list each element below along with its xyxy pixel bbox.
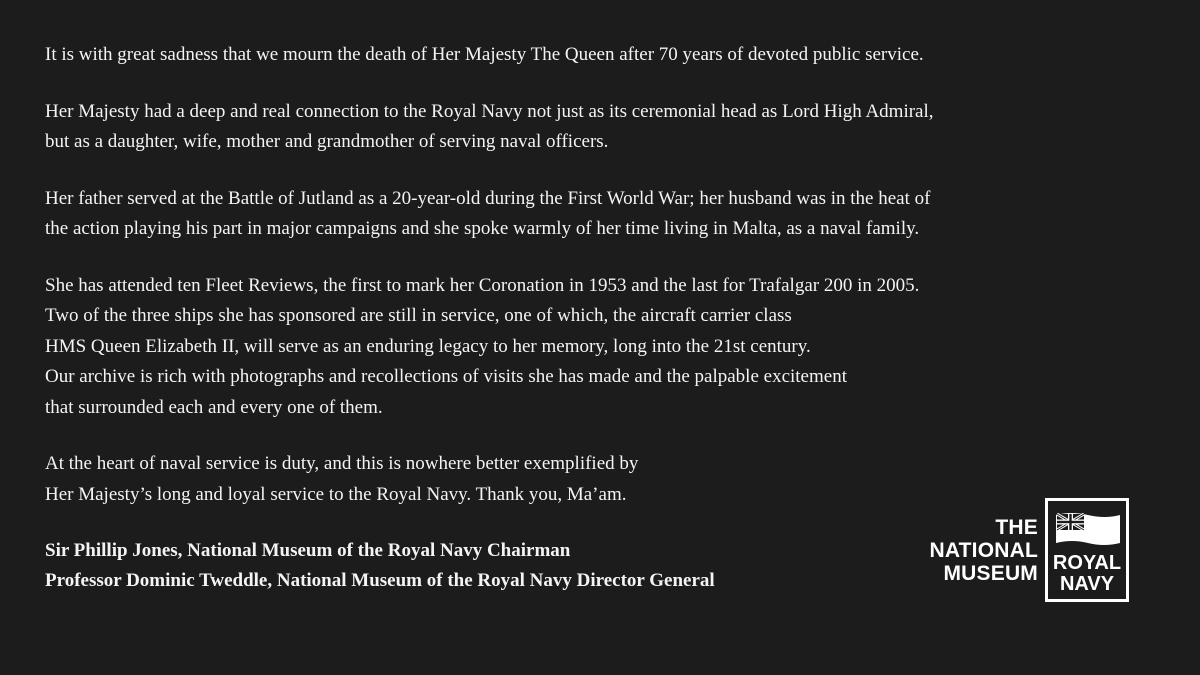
signature-chairman: Sir Phillip Jones, National Museum of the Royal Navy Chairman bbox=[45, 540, 571, 561]
text-line: Our archive is rich with photographs and recollections of visits she has made and the palpable excitement bbox=[45, 366, 847, 387]
paragraph-2 bbox=[45, 97, 1045, 158]
text-line: that surrounded each and every one of them. bbox=[45, 396, 383, 418]
logo-box bbox=[1045, 498, 1129, 602]
text-line: HMS Queen Elizabeth II, will serve as an enduring legacy to her memory, long into the 21st century. bbox=[45, 335, 811, 357]
union-flag-icon bbox=[1054, 509, 1122, 549]
logo-text-royal: ROYAL bbox=[1052, 552, 1122, 574]
logo-text-museum: MUSEUM bbox=[943, 562, 1038, 585]
logo-text-navy: NAVY bbox=[1059, 573, 1115, 595]
text-line: At the heart of naval service is duty, and this is nowhere better exemplified by bbox=[45, 453, 639, 474]
logo-wordmark-left bbox=[920, 516, 1038, 585]
logo-text-national: NATIONAL bbox=[929, 539, 1038, 562]
paragraph-4 bbox=[45, 271, 1045, 424]
nmrn-logo bbox=[920, 498, 1140, 608]
paragraph-3 bbox=[45, 184, 1045, 245]
paragraph-1 bbox=[45, 40, 1045, 71]
text-line: Her Majesty had a deep and real connection to the Royal Navy not just as its ceremonial head as Lord High Admiral, bbox=[45, 100, 934, 122]
paragraph-5 bbox=[45, 449, 1045, 510]
logo-wordmark-right bbox=[1048, 553, 1126, 595]
text-line: Two of the three ships she has sponsored are still in service, one of which, the aircraft carrier class bbox=[45, 305, 792, 326]
text-line: the action playing his part in major campaigns and she spoke warmly of her time living in Malta, as a naval family. bbox=[45, 218, 920, 239]
text-line: Her father served at the Battle of Jutland as a 20-year-old during the First World War; her husband was in the heat of bbox=[45, 187, 931, 209]
statement bbox=[45, 40, 1045, 596]
signature-director-general: Professor Dominic Tweddle, National Museum of the Royal Navy Director General bbox=[45, 570, 715, 591]
text-line: It is with great sadness that we mourn the death of Her Majesty The Queen after 70 years of devoted public service. bbox=[45, 44, 924, 65]
text-line: Her Majesty’s long and loyal service to the Royal Navy. Thank you, Ma’am. bbox=[45, 483, 627, 505]
logo-text-the: THE bbox=[995, 516, 1038, 539]
text-line: She has attended ten Fleet Reviews, the first to mark her Coronation in 1953 and the last for Trafalgar 200 in 2005. bbox=[45, 274, 920, 296]
text-line: but as a daughter, wife, mother and grandmother of serving naval officers. bbox=[45, 131, 609, 152]
signatures bbox=[45, 536, 1045, 596]
